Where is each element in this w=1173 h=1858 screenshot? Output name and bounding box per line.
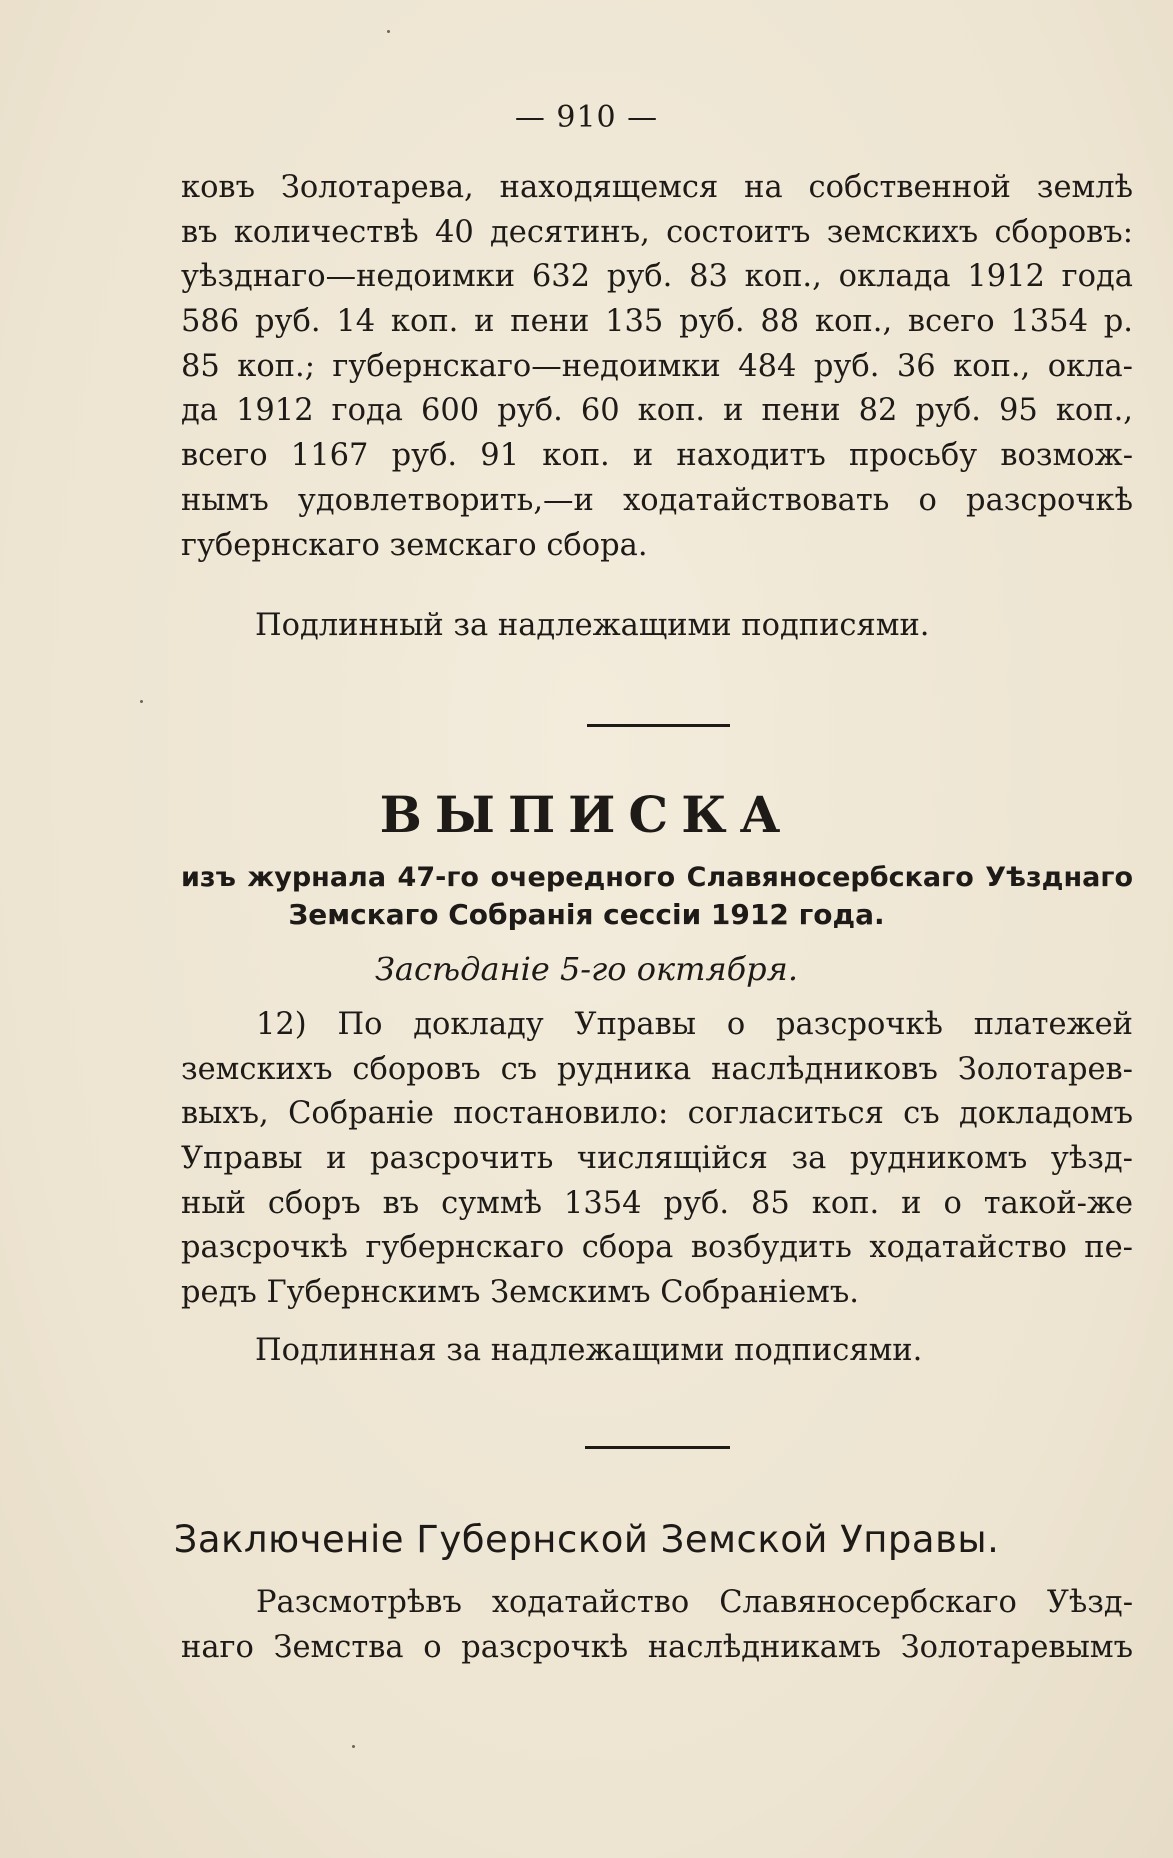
body-paragraph-2: [181, 1003, 1133, 1316]
text-line: нымъ удовлетворить,—и ходатайствовать о разсрочкѣ: [181, 482, 1133, 518]
body-paragraph-1: [181, 166, 1133, 568]
text-line: въ количествѣ 40 десятинъ, состоитъ земскихъ сборовъ:: [181, 214, 1133, 250]
text-line: 586 руб. 14 коп. и пени 135 руб. 88 коп., всего 1354 р.: [181, 304, 1133, 340]
section-divider-2: [585, 1446, 730, 1449]
text-line: редъ Губернскимъ Земскимъ Собраніемъ.: [181, 1275, 859, 1311]
extract-title: ВЫПИСКА: [379, 785, 794, 844]
signature-note-1: Подлинный за надлежащими подписями.: [255, 608, 930, 643]
text-line: губернскаго земскаго сбора.: [181, 527, 648, 563]
text-line: Управы и разсрочить числящійся за рудникомъ уѣзд-: [181, 1141, 1133, 1177]
text-line: Разсмотрѣвъ ходатайство Славяносербскаго Уѣзд-: [256, 1585, 1133, 1620]
print-speck: [387, 30, 390, 33]
text-line: ный сборъ въ суммѣ 1354 руб. 85 коп. и о такой-же: [181, 1185, 1133, 1221]
text-line: выхъ, Собраніе постановило: согласиться съ докладомъ: [181, 1096, 1133, 1132]
extract-subtitle-line1: изъ журнала 47-го очередного Славяносербскаго Уѣзднаго: [181, 862, 1133, 893]
session-date: Засѣданіе 5-го октября.: [374, 950, 798, 988]
text-line: да 1912 года 600 руб. 60 коп. и пени 82 руб. 95 коп.,: [181, 393, 1133, 429]
signature-note-2: Подлинная за надлежащими подписями.: [255, 1333, 923, 1368]
text-line: наго Земства о разсрочкѣ наслѣдникамъ Золотаревымъ: [181, 1629, 1133, 1665]
print-speck: [352, 1745, 355, 1748]
text-line: 85 коп.; губернскаго—недоимки 484 руб. 36 коп., окла-: [181, 348, 1133, 384]
text-line: уѣзднаго—недоимки 632 руб. 83 коп., оклада 1912 года: [181, 259, 1133, 295]
text-line: всего 1167 руб. 91 коп. и находитъ просьбу возмож-: [181, 438, 1133, 474]
conclusion-heading: Заключеніе Губернской Земской Управы.: [173, 1518, 1000, 1561]
text-line: разсрочкѣ губернскаго сбора возбудить ходатайство пе-: [181, 1230, 1133, 1266]
print-speck: [140, 700, 143, 703]
text-line: 12) По докладу Управы о разсрочкѣ платежей: [256, 1007, 1133, 1042]
extract-subtitle-line2: Земскаго Собранія сессіи 1912 года.: [288, 898, 885, 931]
section-divider-1: [587, 724, 730, 727]
page-number: — 910 —: [514, 100, 659, 135]
text-line: земскихъ сборовъ съ рудника наслѣдниковъ Золотарев-: [181, 1051, 1133, 1087]
body-paragraph-3: [181, 1581, 1133, 1670]
text-line: ковъ Золотарева, находящемся на собственной землѣ: [181, 170, 1133, 205]
